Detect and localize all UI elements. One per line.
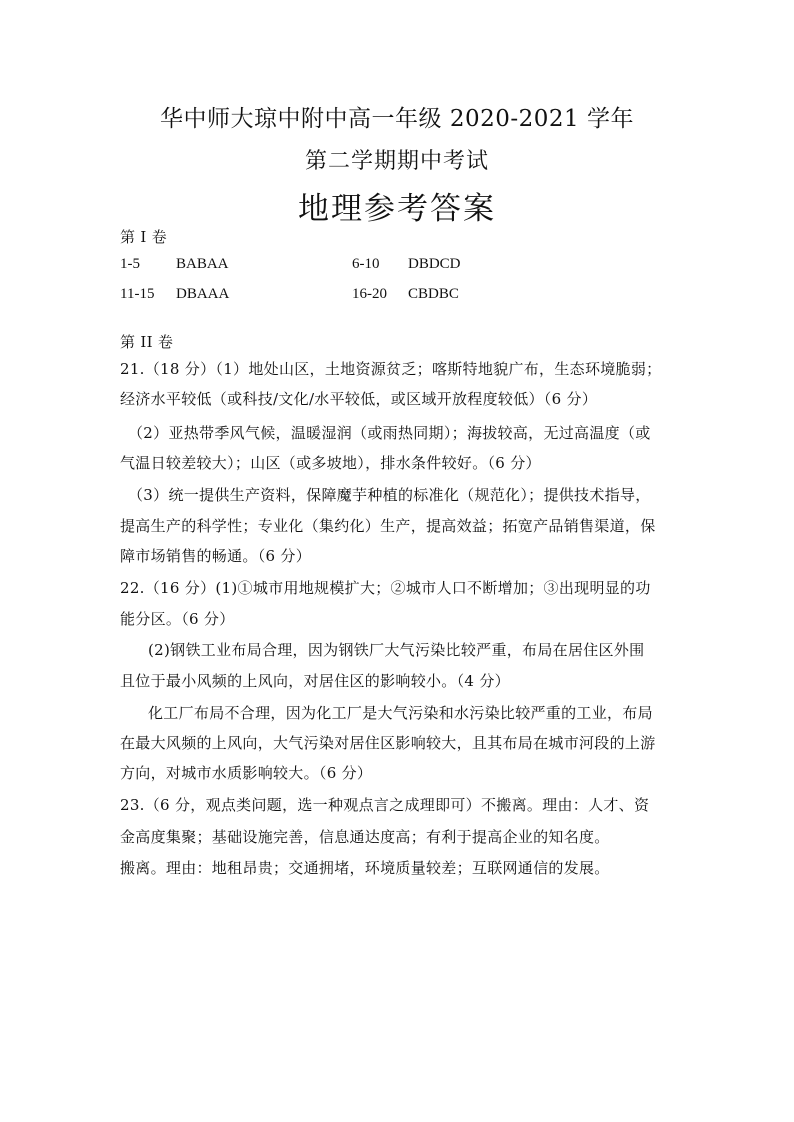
q23-line: 搬离。理由：地租昂贵；交通拥堵，环境质量较差；互联网通信的发展。 (120, 859, 610, 877)
answer-range: 16-20 (352, 286, 387, 302)
q22-line: 在最大风频的上风向，大气污染对居住区影响较大，且其布局在城市河段的上游 (120, 734, 656, 752)
answer-letters: DBAAA (176, 286, 230, 302)
answer-letters: CBDBC (408, 286, 459, 302)
answer-letters: DBDCD (408, 256, 461, 272)
part2-heading: 第 II 卷 (120, 333, 174, 351)
answer-range: 6-10 (352, 256, 380, 272)
q21-line: 气温日较差较大）；山区（或多坡地），排水条件较好。（6 分） (120, 454, 541, 472)
q22-line: (2)钢铁工业布局合理，因为钢铁厂大气污染比较严重，布局在居住区外围 (148, 641, 645, 659)
q21-line: 21.（18 分）（1）地处山区，土地资源贫乏；喀斯特地貌广布，生态环境脆弱； (120, 360, 662, 378)
answer-range: 1-5 (120, 256, 140, 272)
answer-letters: BABAA (176, 256, 229, 272)
document-title: 地理参考答案 (298, 191, 496, 227)
q23-line: 23.（6 分，观点类问题，选一种观点言之成理即可）不搬离。理由：人才、资 (120, 796, 650, 814)
exam-subtitle: 第二学期期中考试 (304, 149, 489, 174)
q22-line: 22.（16 分）(1)①城市用地规模扩大；②城市人口不断增加；③出现明显的功 (120, 579, 651, 597)
q21-line: 障市场销售的畅通。（6 分） (120, 547, 312, 565)
q21-line: （3）统一提供生产资料，保障魔芋种植的标准化（规范化）；提供技术指导， (128, 486, 651, 504)
answer-range: 11-15 (120, 286, 155, 302)
q22-line: 方向，对城市水质影响较大。（6 分） (120, 764, 373, 782)
q23-line: 金高度集聚；基础设施完善，信息通达度高；有利于提高企业的知名度。 (120, 828, 610, 846)
school-exam-title: 华中师大琼中附中高一年级 2020-2021 学年 (160, 106, 634, 132)
q22-line: 化工厂布局不合理，因为化工厂是大气污染和水污染比较严重的工业，布局 (148, 704, 653, 722)
part1-heading: 第 I 卷 (120, 228, 167, 246)
q22-line: 能分区。（6 分） (120, 610, 235, 628)
q22-line: 且位于最小风频的上风向，对居住区的影响较小。（4 分） (120, 672, 510, 690)
q21-line: 提高生产的科学性；专业化（集约化）生产，提高效益；拓宽产品销售渠道，保 (120, 517, 656, 535)
q21-line: 经济水平较低（或科技/文化/水平较低，或区域开放程度较低）（6 分） (120, 390, 598, 408)
q21-line: （2）亚热带季风气候，温暖湿润（或雨热同期）；海拔较高，无过高温度（或 (128, 424, 651, 442)
